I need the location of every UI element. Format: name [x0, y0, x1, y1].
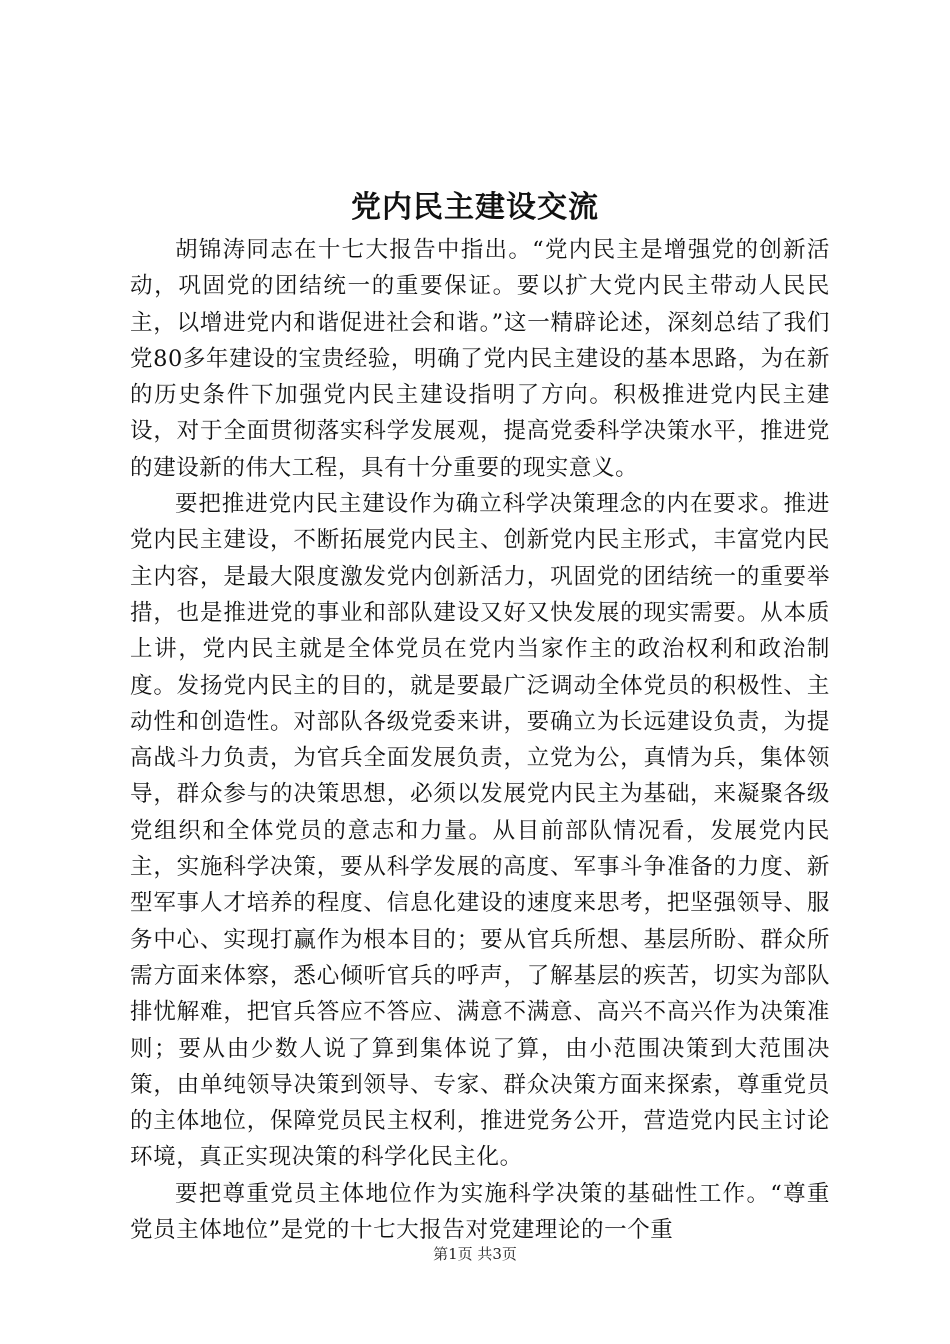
- paragraph-3: 要把尊重党员主体地位作为实施科学决策的基础性工作。“尊重党员主体地位”是党的十七大报告对党建理论的一个重: [130, 1180, 830, 1244]
- page-footer: 第1页 共3页: [433, 1245, 517, 1263]
- document-body: [130, 232, 830, 1248]
- paragraph-1: 胡锦涛同志在十七大报告中指出。“党内民主是增强党的创新活动，巩固党的团结统一的重要保证。要以扩大党内民主带动人民民主，以增进党内和谐促进社会和谐。”这一精辟论述，深刻总结了我们党80多年建设的宝贵经验，明确了党内民主建设的基本思路，为在新的历史条件下加强党内民主建设指明了方向。积极推进党内民主建设，对于全面贯彻落实科学发展观，提高党委科学决策水平，推进党的建设新的伟大工程，具有十分重要的现实意义。: [130, 237, 830, 481]
- paragraph-2: 要把推进党内民主建设作为确立科学决策理念的内在要求。推进党内民主建设，不断拓展党内民主、创新党内民主形式，丰富党内民主内容，是最大限度激发党内创新活力，巩固党的团结统一的重要举措，也是推进党的事业和部队建设又好又快发展的现实需要。从本质上讲，党内民主就是全体党员在党内当家作主的政治权利和政治制度。发扬党内民主的目的，就是要最广泛调动全体党员的积极性、主动性和创造性。对部队各级党委来讲，要确立为长远建设负责，为提高战斗力负责，为官兵全面发展负责，立党为公，真情为兵，集体领导，群众参与的决策思想，必须以发展党内民主为基础，来凝聚各级党组织和全体党员的意志和力量。从目前部队情况看，发展党内民主，实施科学决策，要从科学发展的高度、军事斗争准备的力度、新型军事人才培养的程度、信息化建设的速度来思考，把坚强领导、服务中心、实现打赢作为根本目的；要从官兵所想、基层所盼、群众所需方面来体察，悉心倾听官兵的呼声，了解基层的疾苦，切实为部队排忧解难，把官兵答应不答应、满意不满意、高兴不高兴作为决策准则；要从由少数人说了算到集体说了算，由小范围决策到大范围决策，由单纯领导决策到领导、专家、群众决策方面来探索，尊重党员的主体地位，保障党员民主权利，推进党务公开，营造党内民主讨论环境，真正实现决策的科学化民主化。: [130, 491, 830, 1171]
- document-title: 党内民主建设交流: [351, 190, 599, 225]
